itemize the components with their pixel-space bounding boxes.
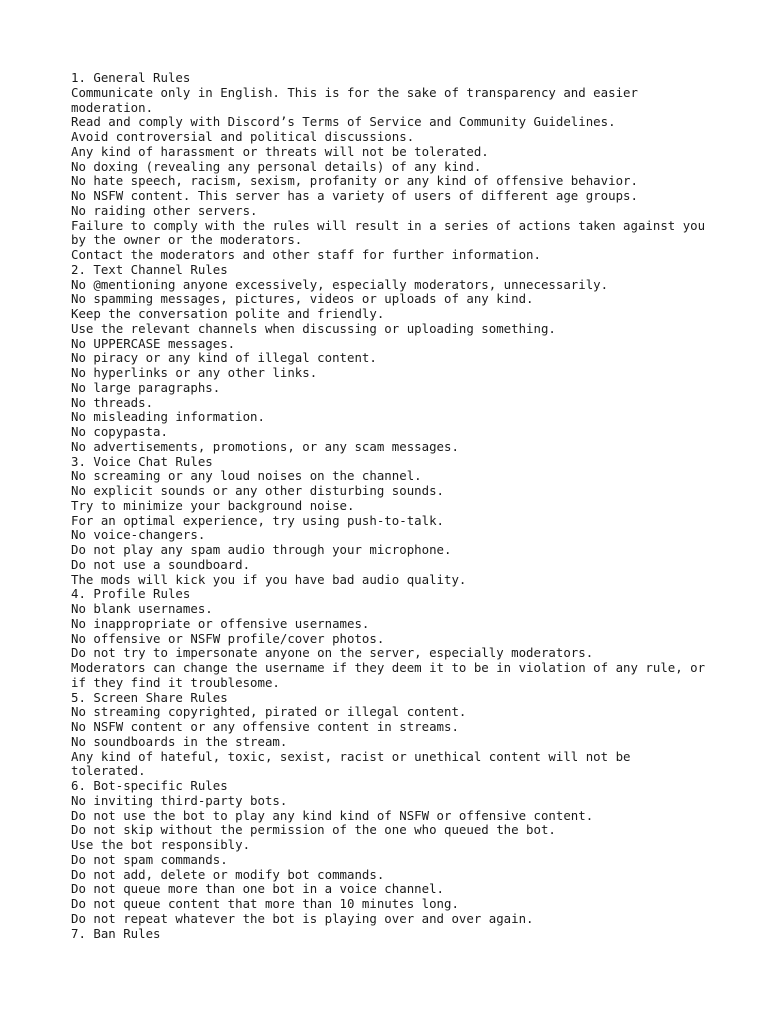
rule-line: No copypasta.: [71, 424, 168, 439]
section-heading: 2. Text Channel Rules: [71, 261, 228, 277]
rule-line: No doxing (revealing any personal details) of any kind.: [71, 158, 482, 174]
document-page: [71, 71, 711, 941]
rule-line: Use the bot responsibly.: [71, 837, 251, 852]
section-heading: 7. Ban Rules: [71, 925, 161, 941]
rule-line: Communicate only in English. This is for the sake of transparency and easier moderation.: [71, 84, 646, 115]
section-heading: 4. Profile Rules: [71, 586, 191, 602]
rule-line: Failure to comply with the rules will result in a series of actions taken against you by the owner or the moderators.: [71, 217, 713, 248]
rule-line: No advertisements, promotions, or any scam messages.: [71, 438, 459, 454]
rule-line: No blank usernames.: [71, 601, 213, 616]
rule-line: No inappropriate or offensive usernames.: [71, 615, 370, 631]
rule-line: Do not use the bot to play any kind kind of NSFW or offensive content.: [71, 807, 594, 823]
rule-line: The mods will kick you if you have bad audio quality.: [71, 571, 467, 587]
rule-line: No inviting third-party bots.: [71, 792, 288, 808]
rule-line: Do not play any spam audio through your microphone.: [71, 542, 452, 557]
rule-line: No @mentioning anyone excessively, especially moderators, unnecessarily.: [71, 276, 609, 292]
rule-line: Do not queue more than one bot in a voice channel.: [71, 881, 444, 897]
rule-line: Do not skip without the permission of the one who queued the bot.: [71, 822, 556, 838]
section-heading: 5. Screen Share Rules: [71, 689, 228, 705]
rule-line: Read and comply with Discord’s Terms of Service and Community Guidelines.: [71, 114, 616, 130]
rule-line: No raiding other servers.: [71, 202, 258, 218]
section-heading: 3. Voice Chat Rules: [71, 453, 213, 469]
rule-line: No threads.: [71, 394, 154, 410]
rule-line: Keep the conversation polite and friendly.: [71, 306, 385, 321]
rule-line: No spamming messages, pictures, videos or uploads of any kind.: [71, 291, 534, 307]
rule-line: No large paragraphs.: [71, 379, 221, 395]
rule-line: Contact the moderators and other staff for further information.: [71, 247, 541, 262]
rule-line: For an optimal experience, try using push-to-talk.: [71, 512, 444, 528]
rule-line: No hyperlinks or any other links.: [71, 365, 318, 380]
rule-line: No hate speech, racism, sexism, profanity or any kind of offensive behavior.: [71, 173, 638, 189]
rule-line: Any kind of hateful, toxic, sexist, racist or unethical content will not be tolerated.: [71, 748, 638, 779]
section-heading: 1. General Rules: [71, 70, 191, 85]
rule-line: Try to minimize your background noise.: [71, 497, 355, 513]
rule-line: Do not spam commands.: [71, 851, 228, 867]
rule-line: Moderators can change the username if they deem it to be in violation of any rule, or if they find it troublesome.: [71, 660, 713, 690]
rule-line: Any kind of harassment or threats will not be tolerated.: [71, 143, 489, 159]
rule-line: No soundboards in the stream.: [71, 733, 288, 749]
rule-line: Do not try to impersonate anyone on the server, especially moderators.: [71, 645, 594, 661]
rule-line: No piracy or any kind of illegal content.: [71, 350, 377, 366]
rule-line: Do not use a soundboard.: [71, 556, 251, 572]
rule-line: Avoid controversial and political discussions.: [71, 129, 415, 144]
rule-line: Use the relevant channels when discussing or uploading something.: [71, 320, 556, 336]
rule-line: No streaming copyrighted, pirated or illegal content.: [71, 704, 467, 720]
rule-line: No misleading information.: [71, 409, 265, 425]
rule-line: No UPPERCASE messages.: [71, 335, 236, 351]
rule-line: No NSFW content. This server has a variety of users of different age groups.: [71, 188, 638, 203]
rule-line: Do not repeat whatever the bot is playing over and over again.: [71, 910, 534, 926]
rule-line: Do not add, delete or modify bot commands.: [71, 866, 385, 882]
rule-line: No NSFW content or any offensive content in streams.: [71, 719, 459, 734]
rule-line: No explicit sounds or any other disturbing sounds.: [71, 483, 444, 498]
rule-line: No offensive or NSFW profile/cover photos.: [71, 630, 385, 646]
section-heading: 6. Bot-specific Rules: [71, 778, 228, 793]
rule-line: No voice-changers.: [71, 527, 206, 543]
rule-line: Do not queue content that more than 10 minutes long.: [71, 896, 459, 911]
rule-line: No screaming or any loud noises on the channel.: [71, 468, 422, 484]
